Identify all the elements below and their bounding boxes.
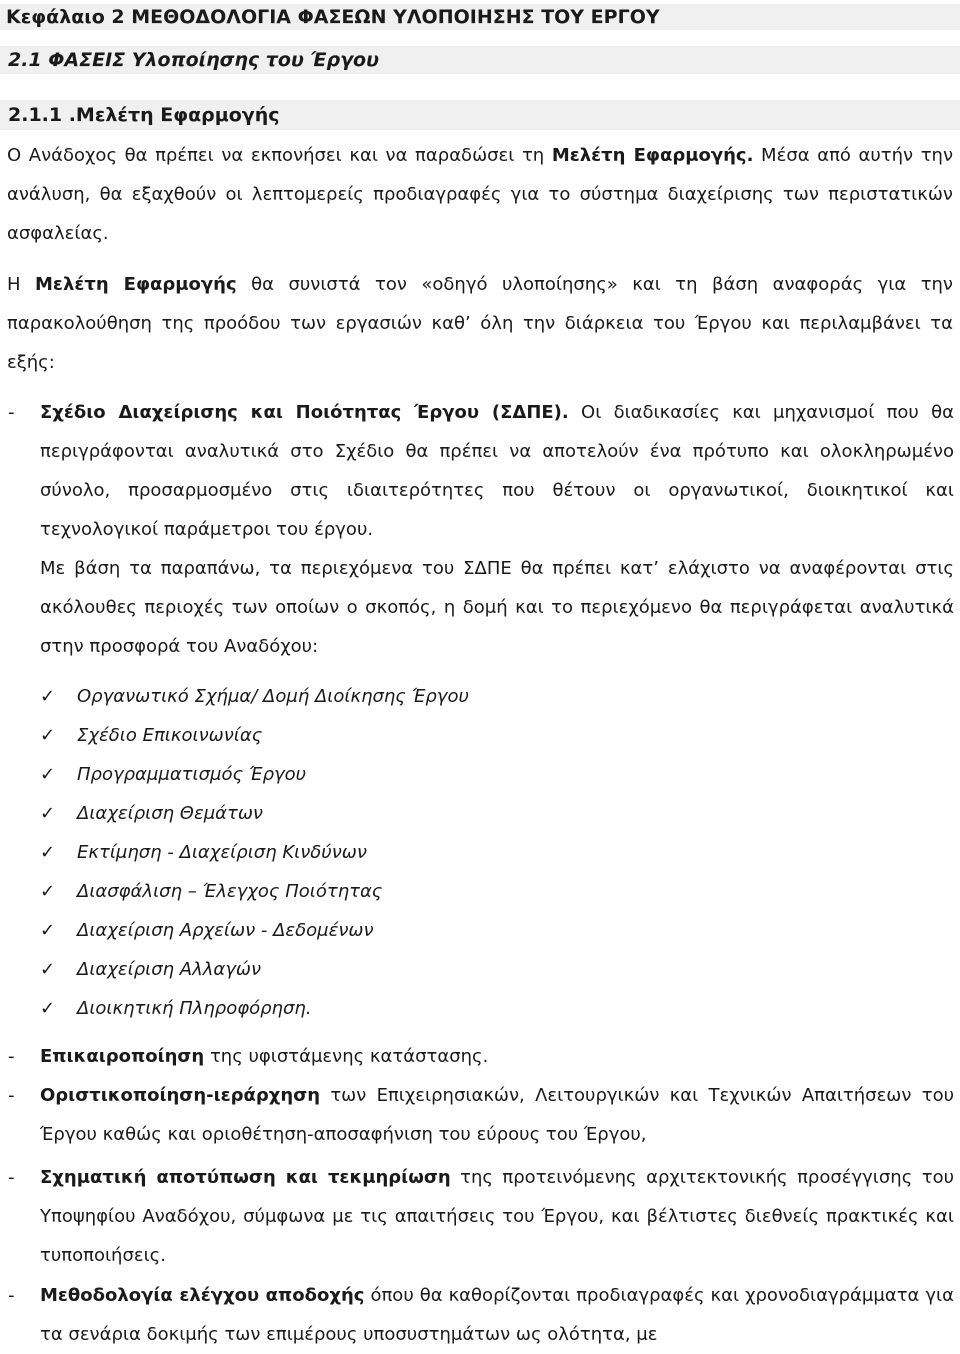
checklist-item [40,872,382,911]
checkmark-icon: ✓ [40,959,56,980]
bullet5-text: όπου θα καθορίζονται προδιαγραφές και χρονοδιαγράμματα για τα σενάρια δοκιμής των επιμέρους υποσυστημάτων ως ολότητα, με [40,1285,954,1345]
checkmark-icon: ✓ [40,998,56,1019]
dash-marker: - [8,1046,15,1067]
bullet-update [40,1037,954,1076]
checklist-label: Διαχείριση Αλλαγών [77,959,262,980]
para1-bold: Μελέτη Εφαρμογής. [551,145,754,166]
dash-marker: - [8,402,15,423]
checklist-item [40,677,469,716]
checklist-label: Διαχείριση Αρχείων - Δεδομένων [77,920,374,941]
checkmark-icon: ✓ [40,764,56,785]
para2-text: Η [7,274,36,295]
bullet2-text: της υφιστάμενης κατάστασης. [204,1046,489,1067]
paragraph-intro [7,136,953,253]
para1-text-rest: Μέσα από αυτήν την ανάλυση, θα εξαχθούν οι λεπτομερείς προδιαγραφές για το σύστημα διαχείρισης των περιστατικών ασφαλείας. [7,145,954,244]
bullet3-bold: Οριστικοποίηση-ιεράρχηση [40,1085,321,1106]
checklist-label: Προγραμματισμός Έργου [77,764,307,785]
checklist-item [40,911,374,950]
checklist-label: Εκτίμηση - Διαχείριση Κινδύνων [77,842,367,863]
checklist-item [40,794,263,833]
chapter-heading: Κεφάλαιο 2 ΜΕΘΟΔΟΛΟΓΙΑ ΦΑΣΕΩΝ ΥΛΟΠΟΙΗΣΗΣ ΤΟΥ ΕΡΓΟΥ [6,6,660,28]
para2-bold: Μελέτη Εφαρμογής [35,274,237,295]
checkmark-icon: ✓ [40,686,56,707]
checklist-item [40,950,261,989]
checkmark-icon: ✓ [40,842,56,863]
bullet-plan-continuation: Με βάση τα παραπάνω, τα περιεχόμενα του ΣΔΠΕ θα πρέπει κατ’ ελάχιστο να αναφέρονται στις ακόλουθες περιοχές των οποίων ο σκοπός, η δομή και το περιεχόμενο θα περιγράφεται αναλυτικά στην προσφορά του Αναδόχου: [40,558,954,657]
subsection-heading: 2.1.1 .Μελέτη Εφαρμογής [8,104,280,126]
bullet3-text: των Επιχειρησιακών, Λειτουργικών και Τεχνικών Απαιτήσεων του Έργου καθώς και οριοθέτηση-αποσαφήνιση του εύρους του Έργου, [40,1085,954,1145]
para1-text: Ο Ανάδοχος θα πρέπει να εκπονήσει και να παραδώσει τη [7,145,552,166]
checklist-item [40,833,367,872]
checkmark-icon: ✓ [40,881,56,902]
dash-marker: - [8,1167,15,1188]
bullet4-text: της προτεινόμενης αρχιτεκτονικής προσέγγισης του Υποψηφίου Αναδόχου, σύμφωνα με τις απαιτήσεις του Έργου, και βέλτιστες διεθνείς πρακτικές και τυποποιήσεις. [40,1167,954,1266]
bullet-finalize [40,1076,954,1154]
checkmark-icon: ✓ [40,725,56,746]
bullet1-text: Οι διαδικασίες και μηχανισμοί που θα περιγράφονται αναλυτικά στο Σχέδιο θα πρέπει να αποτελούν ένα πρότυπο και ολοκληρωμένο σύνολο, προσαρμοσμένο στις ιδιαιτερότητες που θέτουν οι οργανωτικοί, διοικητικοί και τεχνολογικοί παράμετροι του έργου. [40,402,954,540]
bullet4-bold: Σχηματική αποτύπωση και τεκμηρίωση [40,1167,451,1188]
dash-marker: - [8,1285,15,1306]
checklist-item [40,755,306,794]
checklist-item [40,989,311,1028]
bullet5-bold: Μεθοδολογία ελέγχου αποδοχής [40,1285,365,1306]
bullet-architecture [40,1158,954,1275]
checklist-label: Σχέδιο Επικοινωνίας [77,725,263,746]
checklist-item [40,716,262,755]
checklist-label: Διασφάλιση – Έλεγχος Ποιότητας [77,881,383,902]
checklist-label: Διοικητική Πληροφόρηση. [77,998,312,1019]
dash-marker: - [8,1085,15,1106]
paragraph-study [7,265,953,382]
checklist-label: Διαχείριση Θεμάτων [77,803,263,824]
bullet1-bold: Σχέδιο Διαχείρισης και Ποιότητας Έργου (ΣΔΠΕ). [40,402,569,423]
bullet-plan [40,393,954,549]
bullet2-bold: Επικαιροποίηση [40,1046,205,1067]
section-heading: 2.1 ΦΑΣΕΙΣ Υλοποίησης του Έργου [8,49,379,71]
checkmark-icon: ✓ [40,920,56,941]
checklist-label: Οργανωτικό Σχήμα/ Δομή Διοίκησης Έργου [77,686,469,707]
bullet-acceptance [40,1276,954,1354]
para2-text-rest: θα συνιστά τον «οδηγό υλοποίησης» και τη βάση αναφοράς για την παρακολούθηση της προόδου των εργασιών καθ’ όλη την διάρκεια του Έργου και περιλαμβάνει τα εξής: [7,274,953,373]
checkmark-icon: ✓ [40,803,56,824]
